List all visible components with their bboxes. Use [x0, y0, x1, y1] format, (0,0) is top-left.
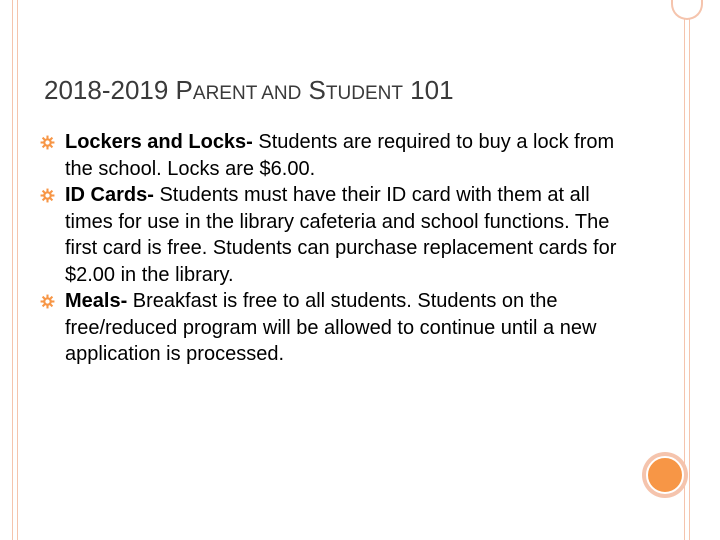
- right-border-rule: [684, 0, 690, 540]
- bullet-text: Breakfast is free to all students. Students on the free/reduced program will be allowed to continue until a new application is processed.: [65, 290, 597, 365]
- title-smallcaps-1: ARENT AND: [192, 83, 302, 104]
- bullet-list: [40, 129, 630, 368]
- left-border-rule: [12, 0, 18, 540]
- gear-icon: [40, 135, 55, 150]
- bullet-heading: Lockers and Locks-: [65, 131, 253, 153]
- bullet-item-lockers: [40, 129, 630, 182]
- gear-icon: [40, 294, 55, 309]
- title-smallcaps-2: TUDENT: [325, 83, 403, 104]
- bottom-corner-circle: [642, 452, 688, 498]
- title-tail: 101: [402, 75, 454, 105]
- bullet-text: Students must have their ID card with them at all times for use in the library cafeteria and school functions. The first card is free. Students can purchase replacement cards for $2.00 in the library.: [65, 184, 617, 286]
- bullet-text: Students are required to buy a lock from the school. Locks are $6.00.: [65, 131, 615, 180]
- bullet-heading: ID Cards-: [65, 184, 154, 206]
- gear-icon: [40, 188, 55, 203]
- slide-title: [44, 70, 454, 114]
- bullet-item-meals: [40, 288, 630, 368]
- bottom-corner-circle-inner: [646, 456, 684, 494]
- title-main: 2018-2019 P: [44, 75, 193, 105]
- title-s: S: [301, 75, 326, 105]
- bullet-heading: Meals-: [65, 290, 128, 312]
- bullet-item-id-cards: [40, 182, 630, 288]
- top-corner-circle: [671, 0, 703, 20]
